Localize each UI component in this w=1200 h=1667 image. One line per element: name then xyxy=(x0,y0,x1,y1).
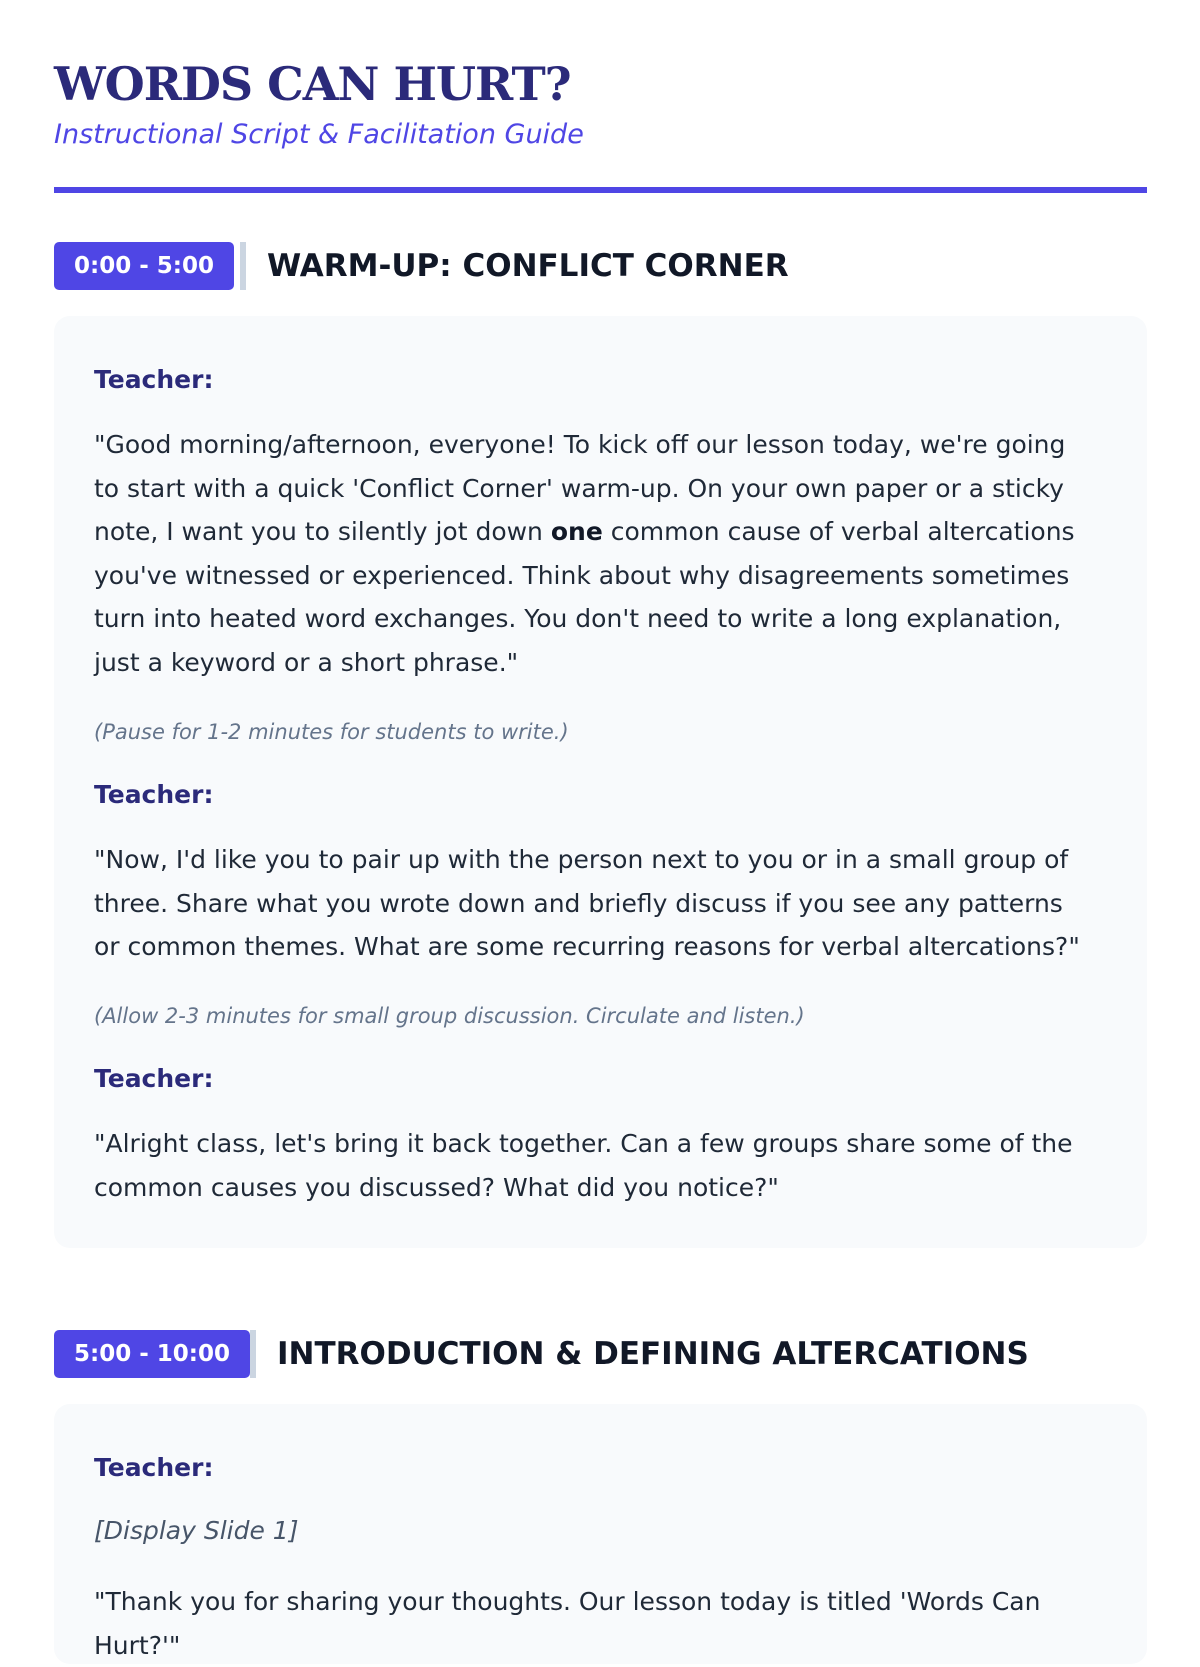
speech-text: "Good morning/afternoon, everyone! To kick off our lesson today, we're going to start with a quick 'Conflict Corner' warm-up. On your own paper or a sticky note, I want you to silently jot down xyxy=(94,430,1066,546)
section-header-introduction xyxy=(54,1330,1147,1378)
teacher-speech: "Alright class, let's bring it back together. Can a few groups share some of the common causes you discussed? What did you notice?" xyxy=(94,1129,1073,1202)
speaker-label: Teacher: xyxy=(94,1453,214,1482)
speaker-label: Teacher: xyxy=(94,780,214,809)
slide-cue: [Display Slide 1] xyxy=(94,1516,299,1545)
teacher-speech: "Now, I'd like you to pair up with the person next to you or in a small group of three. Share what you wrote down and briefly discuss if you see any patterns or common themes. What are some recurring reasons for verbal altercations?" xyxy=(94,845,1080,961)
section-title: INTRODUCTION & DEFINING ALTERCATIONS xyxy=(277,1336,1029,1372)
stage-direction: (Allow 2-3 minutes for small group discussion. Circulate and listen.) xyxy=(94,1004,805,1028)
speaker-label: Teacher: xyxy=(94,1064,214,1093)
speech-text: common cause of verbal altercations you've witnessed or experienced. Think about why disagreements sometimes turn into heated word exchanges. You don't need to write a long explanation, just a keyword or a short phrase." xyxy=(94,517,1075,677)
section-title: WARM-UP: CONFLICT CORNER xyxy=(267,248,789,284)
header-divider-bar xyxy=(250,1330,256,1378)
document-title: WORDS CAN HURT? xyxy=(54,57,571,111)
time-badge: 5:00 - 10:00 xyxy=(54,1330,250,1378)
document-subtitle: Instructional Script & Facilitation Guide xyxy=(54,119,584,150)
header-divider-bar xyxy=(240,242,246,290)
teacher-speech xyxy=(94,423,1096,684)
time-badge: 0:00 - 5:00 xyxy=(54,242,234,290)
stage-direction: (Pause for 1-2 minutes for students to write.) xyxy=(94,720,569,744)
section-header-warm-up xyxy=(54,242,1147,290)
speaker-label: Teacher: xyxy=(94,365,214,394)
section-card-introduction xyxy=(54,1404,1147,1664)
title-divider xyxy=(54,187,1147,193)
section-card-warm-up xyxy=(54,316,1147,1248)
speech-emphasis: one xyxy=(550,517,603,546)
teacher-speech: "Thank you for sharing your thoughts. Our lesson today is titled 'Words Can Hurt?'" xyxy=(94,1587,1041,1660)
